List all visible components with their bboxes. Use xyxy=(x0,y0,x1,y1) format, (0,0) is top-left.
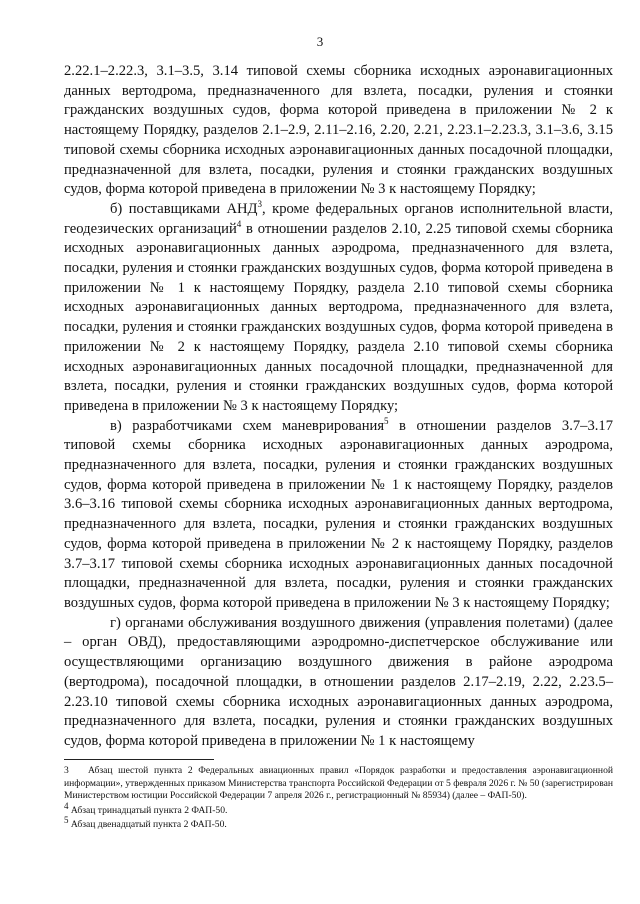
footnote-ref-3: 3 xyxy=(257,199,263,210)
footnote-separator xyxy=(64,759,214,760)
footnote-4 xyxy=(64,800,613,818)
paragraph-item-v xyxy=(64,417,613,614)
footnote-5 xyxy=(64,815,613,832)
body-text xyxy=(64,62,613,752)
footnote-ref-5: 5 xyxy=(384,415,389,426)
page-number: 3 xyxy=(316,34,324,49)
item-v-text-2: в отношении разделов 3.7–3.17 типовой схемы сборника исходных аэронавигационных данных аэродрома, предназначенного для взлета, посадки, руления и стоянки гражданских воздушных судов, форма которой приведена в приложении № 1 к настоящему Порядку, разделов 3.6–3.16 типовой схемы сборника исходных аэронавигационных данных вертодрома, предназначенного для взлета, посадки, руления и стоянки гражданских воздушных судов, форма которой приведена в приложении № 2 к настоящему Порядку, разделов 3.7–3.17 типовой схемы сборника исходных аэронавигационных данных посадочной площадки, предназначенной для взлета, посадки, руления и стоянки гражданских воздушных судов, форма которой приведена в приложении № 3 к настоящему Порядку; xyxy=(64,417,613,611)
item-b-text-3: в отношении разделов 2.10, 2.25 типовой схемы сборника исходных аэронавигационных данных аэродрома, предназначенного для взлета, посадки, руления и стоянки гражданских воздушных судов, форма которой приведена в приложении № 1 к настоящему Порядку, раздела 2.10 типовой схемы сборника исходных аэронавигационных данных вертодрома, предназначенного для взлета, посадки, руления и стоянки гражданских воздушных судов, форма которой приведена в приложении № 2 к настоящему Порядку, раздела 2.10 типовой схемы сборника исходных аэронавигационных данных посадочной площадки, предназначенной для взлета, посадки, руления и стоянки гражданских воздушных судов, форма которой приведена в приложении № 3 к настоящему Порядку; xyxy=(64,220,613,414)
footnotes xyxy=(64,765,613,834)
footnote-3 xyxy=(64,765,613,803)
footnote-number: 5 xyxy=(64,815,69,826)
paragraph-continuation: 2.22.1–2.22.3, 3.1–3.5, 3.14 типовой схемы сборника исходных аэронавигационных данных вертодрома, предназначенного для взлета, посадки, руления и стоянки гражданских воздушных судов, форма которой приведена в приложении № 2 к настоящему Порядку, разделов 2.1–2.9, 2.11–2.16, 2.20, 2.21, 2.23.1–2.23.3, 3.1–3.6, 3.15 типовой схемы сборника исходных аэронавигационных данных посадочной площадки, предназначенной для взлета, посадки, руления и стоянки гражданских воздушных судов, форма которой приведена в приложении № 3 к настоящему Порядку; xyxy=(64,63,613,198)
footnote-text: Абзац тринадцатый пункта 2 ФАП-50. xyxy=(70,804,228,816)
footnote-ref-4: 4 xyxy=(236,218,242,229)
footnote-number: 4 xyxy=(64,800,69,811)
paragraph-item-g: г) органами обслуживания воздушного движения (управления полетами) (далее – орган ОВД), предоставляющими аэродромно-диспетчерское обслуживание или осуществляющими организацию воздушного движения в районе аэродрома (вертодрома), посадочной площадки, в отношении разделов 2.17–2.19, 2.22, 2.23.5–2.23.10 типовой схемы сборника исходных аэронавигационных данных аэродрома, предназначенного для взлета, посадки, руления и стоянки гражданских воздушных судов, форма которой приведена в приложении № 1 к настоящему xyxy=(64,614,613,749)
item-b-text-1: б) поставщиками АНД xyxy=(110,200,258,217)
item-b-text-2: , кроме федеральных органов исполнительной власти, геодезических организаций xyxy=(64,200,614,237)
footnote-number: 3 xyxy=(64,765,69,776)
footnote-text: Абзац шестой пункта 2 Федеральных авиационных правил «Порядок разработки и предоставления аэронавигационной информации», утвержденных приказом Министерства транспорта Российской Федерации от 5 февраля 2026 г. № 50 (зарегистрирован Министерством юстиции Российской Федерации 7 апреля 2026 г., регистрационный № 85934) (далее – ФАП-50). xyxy=(64,765,613,802)
item-v-text-1: в) разработчиками схем маневрирования xyxy=(110,417,385,434)
paragraph-item-b xyxy=(64,200,613,417)
footnote-text: Абзац двенадцатый пункта 2 ФАП-50. xyxy=(70,819,227,831)
